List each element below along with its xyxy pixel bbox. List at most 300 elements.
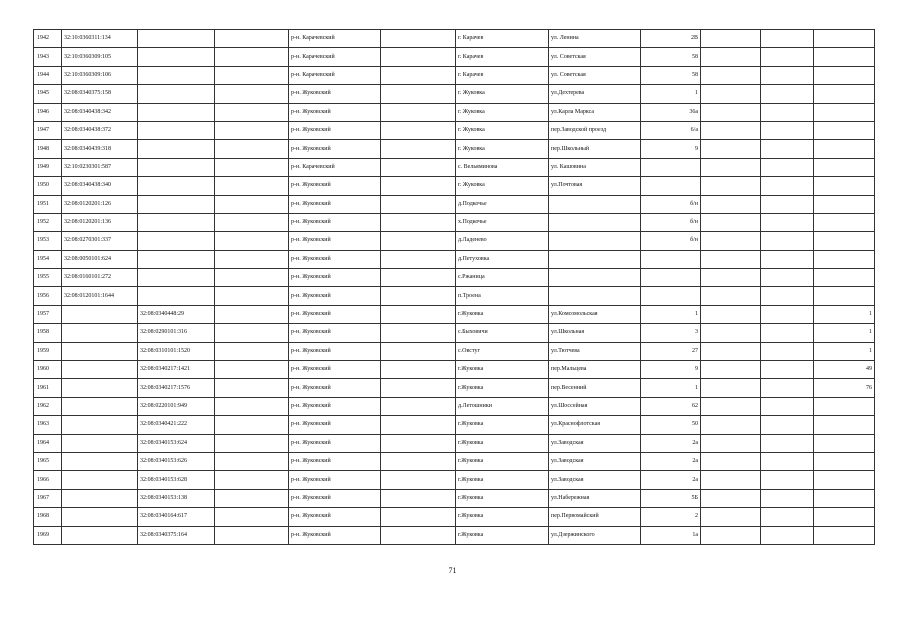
cell-area-count [814, 269, 875, 287]
table-row [34, 213, 875, 231]
cell-cadastral-number: 32:08:0340375:158 [62, 85, 138, 103]
cell-cadastral-number-alt [138, 287, 215, 305]
cell-blank-col-d [761, 287, 814, 305]
cell-cadastral-number [62, 526, 138, 544]
cell-row-number: 1955 [34, 269, 62, 287]
table-row [34, 287, 875, 305]
cell-area-count [814, 121, 875, 139]
cell-street: ул.Тютчева [549, 342, 641, 360]
cell-row-number: 1943 [34, 48, 62, 66]
table-row [34, 471, 875, 489]
cell-locality: г.Жуковка [456, 379, 549, 397]
cell-street: ул.Карла Маркса [549, 103, 641, 121]
table-row [34, 158, 875, 176]
cell-cadastral-number: 32:08:0050101:624 [62, 250, 138, 268]
cell-locality: г. Жуковка [456, 121, 549, 139]
table-row [34, 324, 875, 342]
cell-cadastral-number [62, 361, 138, 379]
cell-locality: г.Жуковка [456, 526, 549, 544]
cell-row-number: 1958 [34, 324, 62, 342]
cell-blank-col-c [701, 342, 761, 360]
cell-blank-col-c [701, 66, 761, 84]
cell-district: р-н. Жуковский [289, 213, 381, 231]
cell-area-count [814, 416, 875, 434]
cell-row-number: 1966 [34, 471, 62, 489]
cell-locality: п.Троена [456, 287, 549, 305]
cell-blank-col-a [215, 305, 289, 323]
cell-cadastral-number-alt: 32:08:0290101:316 [138, 324, 215, 342]
cell-house-number: 1 [641, 379, 701, 397]
cell-area-count [814, 213, 875, 231]
cell-district: р-н. Жуковский [289, 269, 381, 287]
cell-district: р-н. Жуковский [289, 397, 381, 415]
cell-blank-col-a [215, 471, 289, 489]
cell-blank-col-b [381, 177, 456, 195]
table-row [34, 434, 875, 452]
cell-district: р-н. Жуковский [289, 489, 381, 507]
cell-street: ул.Дехтерева [549, 85, 641, 103]
cell-cadastral-number-alt [138, 158, 215, 176]
cell-blank-col-a [215, 342, 289, 360]
cell-blank-col-b [381, 324, 456, 342]
cell-blank-col-c [701, 489, 761, 507]
table-row [34, 342, 875, 360]
cell-blank-col-c [701, 250, 761, 268]
cell-district: р-н. Жуковский [289, 526, 381, 544]
cell-district: р-н. Жуковский [289, 342, 381, 360]
cell-house-number: б/н [641, 195, 701, 213]
table-row [34, 177, 875, 195]
cell-blank-col-c [701, 452, 761, 470]
cell-cadastral-number-alt: 32:08:0340375:164 [138, 526, 215, 544]
cell-blank-col-a [215, 158, 289, 176]
cell-house-number [641, 287, 701, 305]
cell-blank-col-a [215, 434, 289, 452]
cell-area-count [814, 103, 875, 121]
cell-blank-col-b [381, 85, 456, 103]
table-row [34, 379, 875, 397]
cell-row-number: 1969 [34, 526, 62, 544]
cell-blank-col-c [701, 140, 761, 158]
cell-street: ул.Набережная [549, 489, 641, 507]
cell-cadastral-number [62, 471, 138, 489]
cell-area-count [814, 489, 875, 507]
cell-blank-col-a [215, 103, 289, 121]
cell-cadastral-number-alt: 32:08:0340448:29 [138, 305, 215, 323]
cell-cadastral-number-alt [138, 103, 215, 121]
cell-blank-col-b [381, 158, 456, 176]
cell-blank-col-b [381, 434, 456, 452]
cell-blank-col-c [701, 121, 761, 139]
cell-area-count: 1 [814, 342, 875, 360]
cell-area-count [814, 287, 875, 305]
cell-blank-col-d [761, 85, 814, 103]
cell-locality: г. Жуковка [456, 85, 549, 103]
cell-cadastral-number-alt: 32:08:0340153:626 [138, 452, 215, 470]
cell-blank-col-c [701, 397, 761, 415]
cell-locality: г. Карачев [456, 66, 549, 84]
cell-district: р-н. Жуковский [289, 177, 381, 195]
cell-area-count [814, 526, 875, 544]
cell-cadastral-number: 32:08:0340438:342 [62, 103, 138, 121]
cell-district: р-н. Жуковский [289, 471, 381, 489]
cell-row-number: 1948 [34, 140, 62, 158]
cell-cadastral-number-alt: 32:08:0340217:1421 [138, 361, 215, 379]
cell-blank-col-c [701, 361, 761, 379]
cell-house-number [641, 158, 701, 176]
cell-blank-col-d [761, 66, 814, 84]
cell-cadastral-number-alt [138, 30, 215, 48]
cell-cadastral-number-alt [138, 85, 215, 103]
cell-blank-col-a [215, 177, 289, 195]
cell-cadastral-number [62, 489, 138, 507]
cell-blank-col-b [381, 397, 456, 415]
cell-district: р-н. Жуковский [289, 434, 381, 452]
cell-street: ул.Заводская [549, 452, 641, 470]
cell-street: ул. Ленина [549, 30, 641, 48]
cell-district: р-н. Жуковский [289, 416, 381, 434]
cell-district: р-н. Карачевский [289, 158, 381, 176]
table-row [34, 489, 875, 507]
cell-district: р-н. Жуковский [289, 121, 381, 139]
cell-district: р-н. Жуковский [289, 103, 381, 121]
cell-district: р-н. Жуковский [289, 324, 381, 342]
cell-blank-col-a [215, 269, 289, 287]
cell-blank-col-d [761, 508, 814, 526]
table-row [34, 195, 875, 213]
cell-house-number: 6/а [641, 121, 701, 139]
cell-area-count [814, 471, 875, 489]
cell-street [549, 195, 641, 213]
cell-area-count [814, 66, 875, 84]
cell-blank-col-d [761, 269, 814, 287]
cell-blank-col-a [215, 526, 289, 544]
cell-blank-col-b [381, 471, 456, 489]
cell-area-count [814, 158, 875, 176]
cell-row-number: 1964 [34, 434, 62, 452]
cell-blank-col-a [215, 121, 289, 139]
cell-cadastral-number-alt [138, 213, 215, 231]
table-row [34, 121, 875, 139]
cell-blank-col-b [381, 342, 456, 360]
cell-area-count: 1 [814, 305, 875, 323]
cell-blank-col-d [761, 103, 814, 121]
cell-blank-col-a [215, 213, 289, 231]
cell-locality: д.Ладенево [456, 232, 549, 250]
cell-district: р-н. Карачевский [289, 48, 381, 66]
cell-house-number: 2В [641, 30, 701, 48]
cell-blank-col-a [215, 508, 289, 526]
cell-street [549, 269, 641, 287]
cell-house-number [641, 269, 701, 287]
cell-blank-col-a [215, 324, 289, 342]
cell-row-number: 1959 [34, 342, 62, 360]
cell-area-count [814, 195, 875, 213]
cell-house-number: 1 [641, 85, 701, 103]
cell-house-number: 9 [641, 140, 701, 158]
cell-cadastral-number-alt: 32:08:0340164:617 [138, 508, 215, 526]
cell-blank-col-c [701, 305, 761, 323]
cell-cadastral-number-alt [138, 232, 215, 250]
cell-row-number: 1957 [34, 305, 62, 323]
cell-cadastral-number [62, 324, 138, 342]
cell-area-count: 1 [814, 324, 875, 342]
cell-row-number: 1956 [34, 287, 62, 305]
cell-blank-col-d [761, 471, 814, 489]
cell-blank-col-c [701, 177, 761, 195]
table-row [34, 140, 875, 158]
cell-area-count [814, 140, 875, 158]
cell-street: ул.Заводская [549, 471, 641, 489]
cell-locality: г. Жуковка [456, 177, 549, 195]
page-number: 71 [448, 566, 457, 575]
cell-blank-col-d [761, 361, 814, 379]
cell-cadastral-number-alt: 32:08:0340153:624 [138, 434, 215, 452]
table-row [34, 232, 875, 250]
cell-house-number: 62 [641, 397, 701, 415]
cell-locality: с.Быховичи [456, 324, 549, 342]
cell-blank-col-b [381, 305, 456, 323]
cell-locality: г.Жуковка [456, 508, 549, 526]
cell-cadastral-number-alt: 32:08:0340217:1576 [138, 379, 215, 397]
cell-cadastral-number: 32:08:0120101:1644 [62, 287, 138, 305]
cell-blank-col-b [381, 213, 456, 231]
cell-blank-col-b [381, 250, 456, 268]
cell-cadastral-number: 32:08:0120201:126 [62, 195, 138, 213]
cell-area-count: 49 [814, 361, 875, 379]
cell-blank-col-d [761, 158, 814, 176]
cell-row-number: 1967 [34, 489, 62, 507]
cell-blank-col-b [381, 361, 456, 379]
cell-blank-col-b [381, 489, 456, 507]
cell-blank-col-b [381, 140, 456, 158]
cell-cadastral-number-alt [138, 48, 215, 66]
cell-cadastral-number [62, 434, 138, 452]
cell-district: р-н. Жуковский [289, 250, 381, 268]
table-row [34, 416, 875, 434]
cell-blank-col-a [215, 489, 289, 507]
cell-district: р-н. Жуковский [289, 232, 381, 250]
cell-cadastral-number [62, 397, 138, 415]
cell-blank-col-c [701, 379, 761, 397]
table-row [34, 361, 875, 379]
cell-cadastral-number: 32:10:0360311:134 [62, 30, 138, 48]
cell-row-number: 1960 [34, 361, 62, 379]
cell-blank-col-a [215, 416, 289, 434]
cell-row-number: 1962 [34, 397, 62, 415]
cell-blank-col-d [761, 121, 814, 139]
cell-locality: г.Жуковка [456, 361, 549, 379]
cell-street: ул. Кашовина [549, 158, 641, 176]
cell-row-number: 1949 [34, 158, 62, 176]
cell-blank-col-c [701, 434, 761, 452]
cell-blank-col-d [761, 250, 814, 268]
cell-district: р-н. Жуковский [289, 140, 381, 158]
cell-cadastral-number: 32:08:0340438:340 [62, 177, 138, 195]
cell-district: р-н. Жуковский [289, 361, 381, 379]
cell-blank-col-d [761, 140, 814, 158]
cell-cadastral-number-alt [138, 140, 215, 158]
cell-cadastral-number-alt [138, 66, 215, 84]
cell-blank-col-d [761, 397, 814, 415]
cell-blank-col-d [761, 305, 814, 323]
table-row [34, 85, 875, 103]
cell-cadastral-number-alt: 32:08:0340153:138 [138, 489, 215, 507]
cell-blank-col-b [381, 30, 456, 48]
cell-blank-col-c [701, 30, 761, 48]
cell-locality: г. Жуковка [456, 103, 549, 121]
cell-blank-col-c [701, 287, 761, 305]
cell-cadastral-number-alt [138, 195, 215, 213]
cell-blank-col-b [381, 416, 456, 434]
cell-house-number: 58 [641, 66, 701, 84]
cell-cadastral-number-alt: 32:08:0340421:222 [138, 416, 215, 434]
cell-blank-col-b [381, 287, 456, 305]
cell-blank-col-a [215, 287, 289, 305]
cell-district: р-н. Жуковский [289, 452, 381, 470]
cell-cadastral-number-alt [138, 177, 215, 195]
cell-house-number: 2а [641, 452, 701, 470]
cell-cadastral-number [62, 508, 138, 526]
cell-cadastral-number: 32:10:0230301:587 [62, 158, 138, 176]
cell-blank-col-a [215, 250, 289, 268]
table-row [34, 397, 875, 415]
cell-locality: г.Жуковка [456, 434, 549, 452]
cell-house-number: 36а [641, 103, 701, 121]
cell-row-number: 1950 [34, 177, 62, 195]
cell-street: пер.Первомайский [549, 508, 641, 526]
cell-blank-col-d [761, 452, 814, 470]
cell-blank-col-d [761, 489, 814, 507]
cell-blank-col-b [381, 232, 456, 250]
cell-cadastral-number [62, 305, 138, 323]
cell-district: р-н. Жуковский [289, 195, 381, 213]
cell-cadastral-number-alt: 32:08:0310101:1520 [138, 342, 215, 360]
cell-row-number: 1953 [34, 232, 62, 250]
cell-blank-col-d [761, 195, 814, 213]
cell-locality: г.Жуковка [456, 489, 549, 507]
cell-blank-col-d [761, 342, 814, 360]
cell-area-count [814, 177, 875, 195]
cell-house-number: 58 [641, 48, 701, 66]
cell-district: р-н. Карачевский [289, 30, 381, 48]
cell-street: пер.Школьный [549, 140, 641, 158]
cell-blank-col-b [381, 48, 456, 66]
cell-area-count: 76 [814, 379, 875, 397]
cell-house-number: 27 [641, 342, 701, 360]
cell-house-number: 9 [641, 361, 701, 379]
cell-locality: д.Подкочье [456, 195, 549, 213]
cell-street: ул. Советская [549, 48, 641, 66]
cell-blank-col-d [761, 30, 814, 48]
cell-cadastral-number-alt [138, 269, 215, 287]
cell-cadastral-number [62, 342, 138, 360]
cell-street: пер.Весенний [549, 379, 641, 397]
cell-blank-col-c [701, 526, 761, 544]
cell-blank-col-c [701, 471, 761, 489]
cell-cadastral-number [62, 452, 138, 470]
cell-area-count [814, 232, 875, 250]
cell-cadastral-number: 32:10:0360309:105 [62, 48, 138, 66]
cell-district: р-н. Жуковский [289, 287, 381, 305]
cell-cadastral-number [62, 416, 138, 434]
cell-cadastral-number-alt [138, 250, 215, 268]
cell-district: р-н. Жуковский [289, 85, 381, 103]
table-row [34, 250, 875, 268]
cell-district: р-н. Жуковский [289, 305, 381, 323]
cell-locality: с. Вельяминова [456, 158, 549, 176]
cell-house-number: 5Б [641, 489, 701, 507]
cell-blank-col-d [761, 526, 814, 544]
cell-locality: г. Карачев [456, 48, 549, 66]
cell-blank-col-d [761, 177, 814, 195]
cell-blank-col-a [215, 30, 289, 48]
cell-blank-col-b [381, 66, 456, 84]
cell-locality: с.Овстуг [456, 342, 549, 360]
cell-house-number: 3 [641, 324, 701, 342]
cell-house-number: б/н [641, 213, 701, 231]
table-row [34, 30, 875, 48]
cell-house-number: 2а [641, 434, 701, 452]
cell-row-number: 1942 [34, 30, 62, 48]
cell-area-count [814, 30, 875, 48]
cell-cadastral-number: 32:10:0360309:106 [62, 66, 138, 84]
cell-row-number: 1947 [34, 121, 62, 139]
cell-district: р-н. Жуковский [289, 379, 381, 397]
cell-street: ул.Краснофлотская [549, 416, 641, 434]
cell-street: ул.Заводская [549, 434, 641, 452]
cell-blank-col-d [761, 324, 814, 342]
cell-blank-col-c [701, 213, 761, 231]
cell-blank-col-d [761, 232, 814, 250]
table-row [34, 66, 875, 84]
cell-blank-col-c [701, 103, 761, 121]
cell-blank-col-a [215, 85, 289, 103]
cell-blank-col-b [381, 103, 456, 121]
cell-blank-col-c [701, 232, 761, 250]
cell-locality: г. Карачев [456, 30, 549, 48]
cell-locality: с.Ржаница [456, 269, 549, 287]
cell-area-count [814, 85, 875, 103]
cell-blank-col-b [381, 121, 456, 139]
cell-street: ул.Почтовая [549, 177, 641, 195]
cell-blank-col-b [381, 379, 456, 397]
cell-area-count [814, 250, 875, 268]
cell-house-number [641, 250, 701, 268]
cell-street: ул.Шоссейная [549, 397, 641, 415]
cell-cadastral-number: 32:08:0160101:272 [62, 269, 138, 287]
cell-blank-col-d [761, 48, 814, 66]
cell-row-number: 1951 [34, 195, 62, 213]
cell-street: пер.Заводской проезд [549, 121, 641, 139]
cell-blank-col-a [215, 379, 289, 397]
cell-area-count [814, 397, 875, 415]
cell-blank-col-a [215, 66, 289, 84]
cell-district: р-н. Карачевский [289, 66, 381, 84]
cell-row-number: 1965 [34, 452, 62, 470]
cell-house-number: 50 [641, 416, 701, 434]
cell-street [549, 213, 641, 231]
cell-row-number: 1961 [34, 379, 62, 397]
cell-house-number: 1 [641, 305, 701, 323]
cell-row-number: 1945 [34, 85, 62, 103]
cell-cadastral-number-alt [138, 121, 215, 139]
cell-blank-col-c [701, 158, 761, 176]
table-row [34, 269, 875, 287]
cell-row-number: 1946 [34, 103, 62, 121]
cell-blank-col-a [215, 361, 289, 379]
cell-blank-col-a [215, 195, 289, 213]
